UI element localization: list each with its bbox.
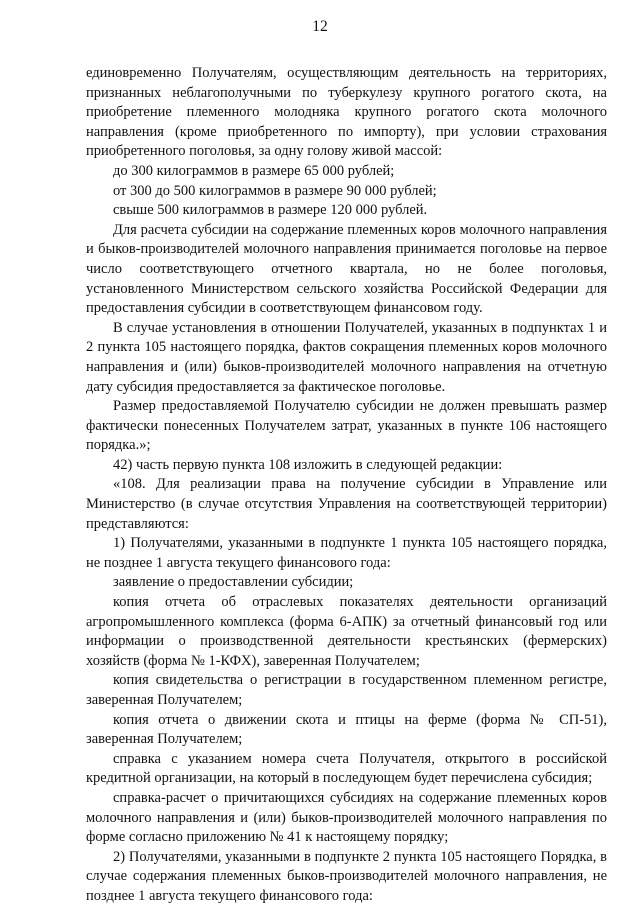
list-item-livestock-movement-report: копия отчета о движении скота и птицы на ферме (форма № СП-51), заверенная Получателем; (86, 711, 607, 748)
list-item-weight-over-500: свыше 500 килограммов в размере 120 000 рублей. (113, 202, 428, 219)
paragraph-recipients-subitem-1: 1) Получателями, указанными в подпункте 1 пункта 105 настоящего порядка, не позднее 1 августа текущего финансового года: (86, 535, 607, 571)
paragraph-amendment-42: 42) часть первую пункта 108 изложить в следующей редакции: (113, 456, 503, 473)
list-item-bank-account-certificate: справка с указанием номера счета Получателя, открытого в российской кредитной организации, на который в последующем будет перечислена субсидия; (86, 750, 607, 787)
document-body (86, 64, 607, 907)
paragraph-livestock-purchase: единовременно Получателям, осуществляющим деятельность на территориях, признанных неблагополучными по туберкулезу крупного рогатого скота, на приобретение племенного молодняка крупного рогатого скота молочного направления (кроме приобретенного по импорту), при условии страхования приобретенного поголовья, за одну голову живой массой: (86, 65, 607, 160)
list-item-weight-300-500: от 300 до 500 килограммов в размере 90 000 рублей; (113, 182, 437, 199)
paragraph-recipients-subitem-2: 2) Получателями, указанными в подпункте 2 пункта 105 настоящего Порядка, в случае содержания племенных быков-производителей молочного направления, не позднее 1 августа текущего финансового года: (86, 848, 607, 904)
list-item-registry-certificate: копия свидетельства о регистрации в государственном племенном регистре, заверенная Получателем; (86, 672, 607, 708)
paragraph-subsidy-limit: Размер предоставляемой Получателю субсидии не должен превышать размер фактически понесенных Получателем затрат, указанных в пункте 106 настоящего порядка.»; (86, 398, 607, 454)
list-item-weight-under-300: до 300 килограммов в размере 65 000 рублей; (113, 162, 395, 179)
list-item-calculation-certificate: справка-расчет о причитающихся субсидиях на содержание племенных коров молочного направления и (или) быков-производителей молочного направления по форме согласно приложению № 41 к настоящему порядку; (86, 789, 607, 846)
paragraph-subsidy-calculation: Для расчета субсидии на содержание племенных коров молочного направления и быков-производителей молочного направления принимается поголовье на первое число соответствующего отчетного квартала, но не более поголовья, установленного Министерством сельского хозяйства Российской Федерации для предоставления субсидии в соответствующем финансовом году. (86, 221, 607, 317)
page-number: 12 (312, 18, 328, 35)
list-item-application: заявление о предоставлении субсидии; (113, 574, 354, 591)
list-item-report-copy: копия отчета об отраслевых показателях деятельности организаций агропромышленного комплекса (форма 6-АПК) за отчетный финансовый год или информации о производственной деятельности крестьянских (фермерских) хозяйств (форма № 1-КФХ), заверенная Получателем; (86, 594, 607, 669)
paragraph-herd-reduction: В случае установления в отношении Получателей, указанных в подпунктах 1 и 2 пункта 105 настоящего порядка, фактов сокращения племенных коров молочного направления и (или) быков-производителей молочного направления на отчетную дату субсидия предоставляется за фактическое поголовье. (86, 319, 607, 395)
paragraph-item-108: «108. Для реализации права на получение субсидии в Управление или Министерство (в случае отсутствия Управления на соответствующей территории) представляются: (86, 476, 607, 532)
